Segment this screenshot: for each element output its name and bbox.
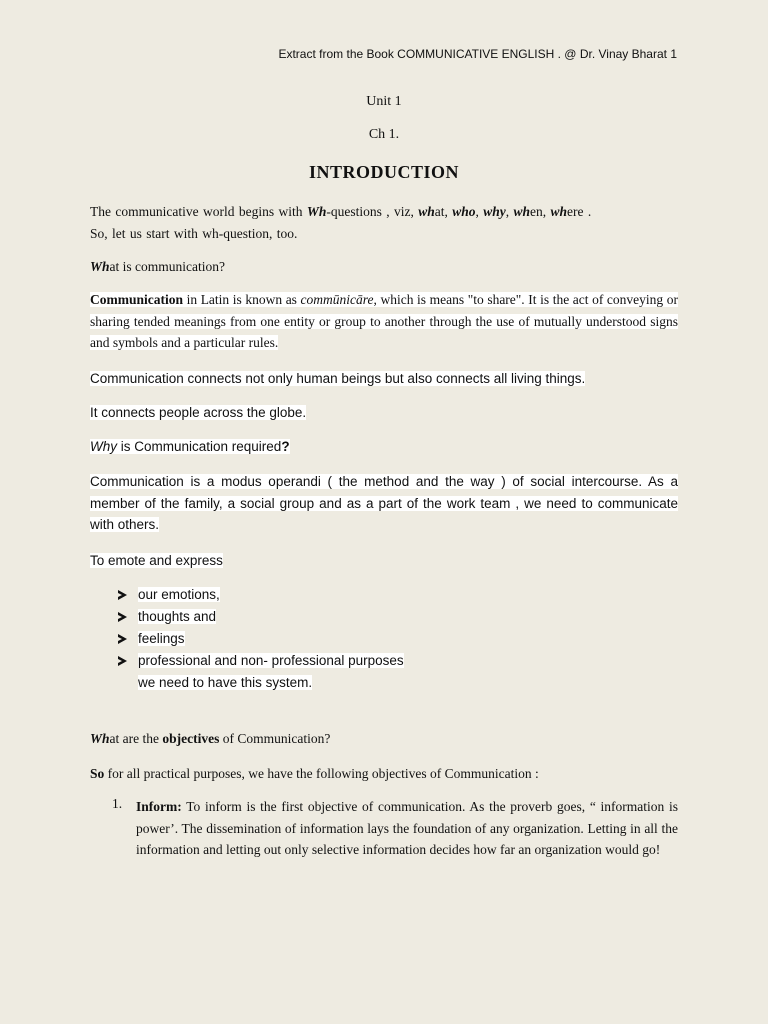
- list-item: professional and non- professional purposes: [118, 650, 678, 672]
- objective-label: Inform:: [136, 799, 182, 814]
- emote-paragraph: To emote and express: [90, 553, 223, 568]
- list-item: feelings: [118, 628, 678, 650]
- list-item: our emotions,: [118, 584, 678, 606]
- objective-item-inform: [112, 796, 678, 861]
- chapter-label: Ch 1.: [368, 127, 400, 142]
- so-paragraph: So for all practical purposes, we have the following objectives of Communication :: [90, 766, 539, 781]
- objective-number: 1.: [112, 796, 123, 811]
- modus-operandi-paragraph: Communication is a modus operandi ( the method and the way ) of social intercourse. As a member of the family, a social group and as a part of the work team , we need to communicate with others.: [90, 474, 678, 533]
- communication-definition: Communication in Latin is known as commūnicāre, which is means "to share". It is the act of conveying or sharing tended meanings from one entity or group to another through the use of mutually understood signs and symbols and a particular rules.: [90, 292, 678, 351]
- question-objectives: What are the objectives of Communication?: [90, 731, 331, 746]
- intro-paragraph: The communicative world begins with Wh-questions , viz, what, who, why, when, where . So, let us start with wh-question, too.: [90, 204, 592, 241]
- page-title: INTRODUCTION: [308, 162, 460, 182]
- page-header: Extract from the Book COMMUNICATIVE ENGLISH . @ Dr. Vinay Bharat 1: [278, 47, 677, 61]
- arrow-bullet-icon: [118, 634, 127, 644]
- question-why: Why is Communication required?: [90, 439, 290, 454]
- connects-all-paragraph: Communication connects not only human beings but also connects all living things.: [90, 371, 586, 386]
- question-what: What is communication?: [90, 259, 225, 274]
- arrow-bullet-icon: [118, 656, 127, 666]
- intro-line-2: So, let us start with wh-question, too.: [90, 225, 298, 241]
- purpose-list: [118, 584, 678, 694]
- list-item-continuation: we need to have this system.: [138, 675, 313, 690]
- connects-globe-paragraph: It connects people across the globe.: [90, 405, 307, 420]
- unit-label: Unit 1: [366, 94, 402, 109]
- arrow-bullet-icon: [118, 612, 127, 622]
- objective-text: To inform is the first objective of communication. As the proverb goes, “ information is power’. The dissemination of information lays the foundation of any organization. Letting in all the information and letting out only selective information decides how far an organization would go!: [136, 799, 678, 857]
- list-item: thoughts and: [118, 606, 678, 628]
- arrow-bullet-icon: [118, 590, 127, 600]
